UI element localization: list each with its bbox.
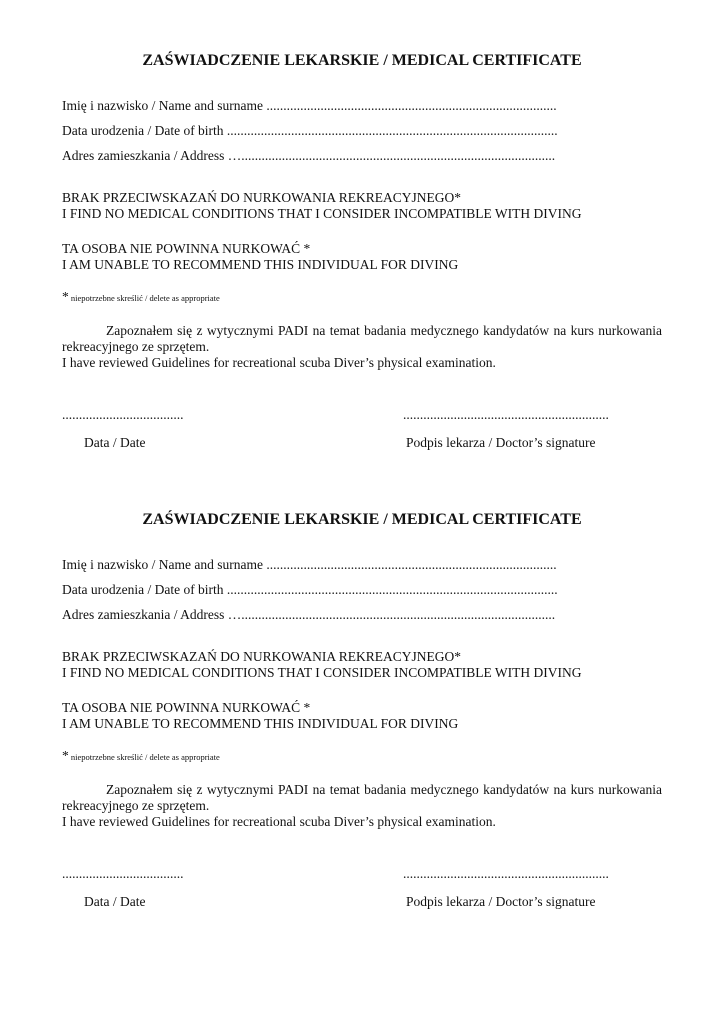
no-contraindications-pl: BRAK PRZECIWSKAZAŃ DO NURKOWANIA REKREACYJNEGO* [62, 190, 462, 205]
certificate-1 [0, 52, 724, 462]
date-dots: .................................... [62, 407, 184, 422]
name-field: Imię i nazwisko / Name and surname ...................................................................................... [62, 98, 557, 113]
certificate-title: ZAŚWIADCZENIE LEKARSKIE / MEDICAL CERTIFICATE [142, 511, 582, 528]
footnote [62, 288, 220, 306]
signature-label: Podpis lekarza / Doctor’s signature [406, 894, 596, 909]
signature-label: Podpis lekarza / Doctor’s signature [406, 435, 596, 450]
dob-field: Data urodzenia / Date of birth .................................................................................................. [62, 123, 558, 138]
footnote-star: * [62, 748, 69, 763]
name-field: Imię i nazwisko / Name and surname ...................................................................................... [62, 557, 557, 572]
footnote [62, 747, 220, 765]
dob-field: Data urodzenia / Date of birth .................................................................................................. [62, 582, 558, 597]
statement-pl: Zapoznałem się z wytycznymi PADI na temat badania medycznego kandydatów na kurs nurkowania rekreacyjnego ze sprzętem. [62, 323, 662, 354]
certificate-2 [0, 511, 724, 921]
footnote-star: * [62, 289, 69, 304]
signature-dots: ............................................................. [403, 407, 609, 422]
no-contraindications-en: I FIND NO MEDICAL CONDITIONS THAT I CONSIDER INCOMPATIBLE WITH DIVING [62, 665, 582, 680]
not-recommended-en: I AM UNABLE TO RECOMMEND THIS INDIVIDUAL FOR DIVING [62, 716, 459, 731]
statement [62, 782, 662, 830]
no-contraindications-pl: BRAK PRZECIWSKAZAŃ DO NURKOWANIA REKREACYJNEGO* [62, 649, 462, 664]
statement-en: I have reviewed Guidelines for recreational scuba Diver’s physical examination. [62, 814, 496, 829]
certificate-title: ZAŚWIADCZENIE LEKARSKIE / MEDICAL CERTIFICATE [142, 52, 582, 69]
date-label: Data / Date [84, 435, 146, 450]
not-recommended-pl: TA OSOBA NIE POWINNA NURKOWAĆ * [62, 700, 311, 715]
statement-pl: Zapoznałem się z wytycznymi PADI na temat badania medycznego kandydatów na kurs nurkowania rekreacyjnego ze sprzętem. [62, 782, 662, 813]
address-field: Adres zamieszkania / Address …............................................................................................. [62, 607, 556, 622]
statement-en: I have reviewed Guidelines for recreational scuba Diver’s physical examination. [62, 355, 496, 370]
footnote-text: niepotrzebne skreślić / delete as appropriate [68, 752, 220, 762]
footnote-text: niepotrzebne skreślić / delete as appropriate [68, 293, 220, 303]
date-label: Data / Date [84, 894, 146, 909]
not-recommended-en: I AM UNABLE TO RECOMMEND THIS INDIVIDUAL FOR DIVING [62, 257, 459, 272]
date-dots: .................................... [62, 866, 184, 881]
not-recommended-pl: TA OSOBA NIE POWINNA NURKOWAĆ * [62, 241, 311, 256]
signature-dots: ............................................................. [403, 866, 609, 881]
no-contraindications-en: I FIND NO MEDICAL CONDITIONS THAT I CONSIDER INCOMPATIBLE WITH DIVING [62, 206, 582, 221]
statement [62, 323, 662, 371]
address-field: Adres zamieszkania / Address …............................................................................................. [62, 148, 556, 163]
